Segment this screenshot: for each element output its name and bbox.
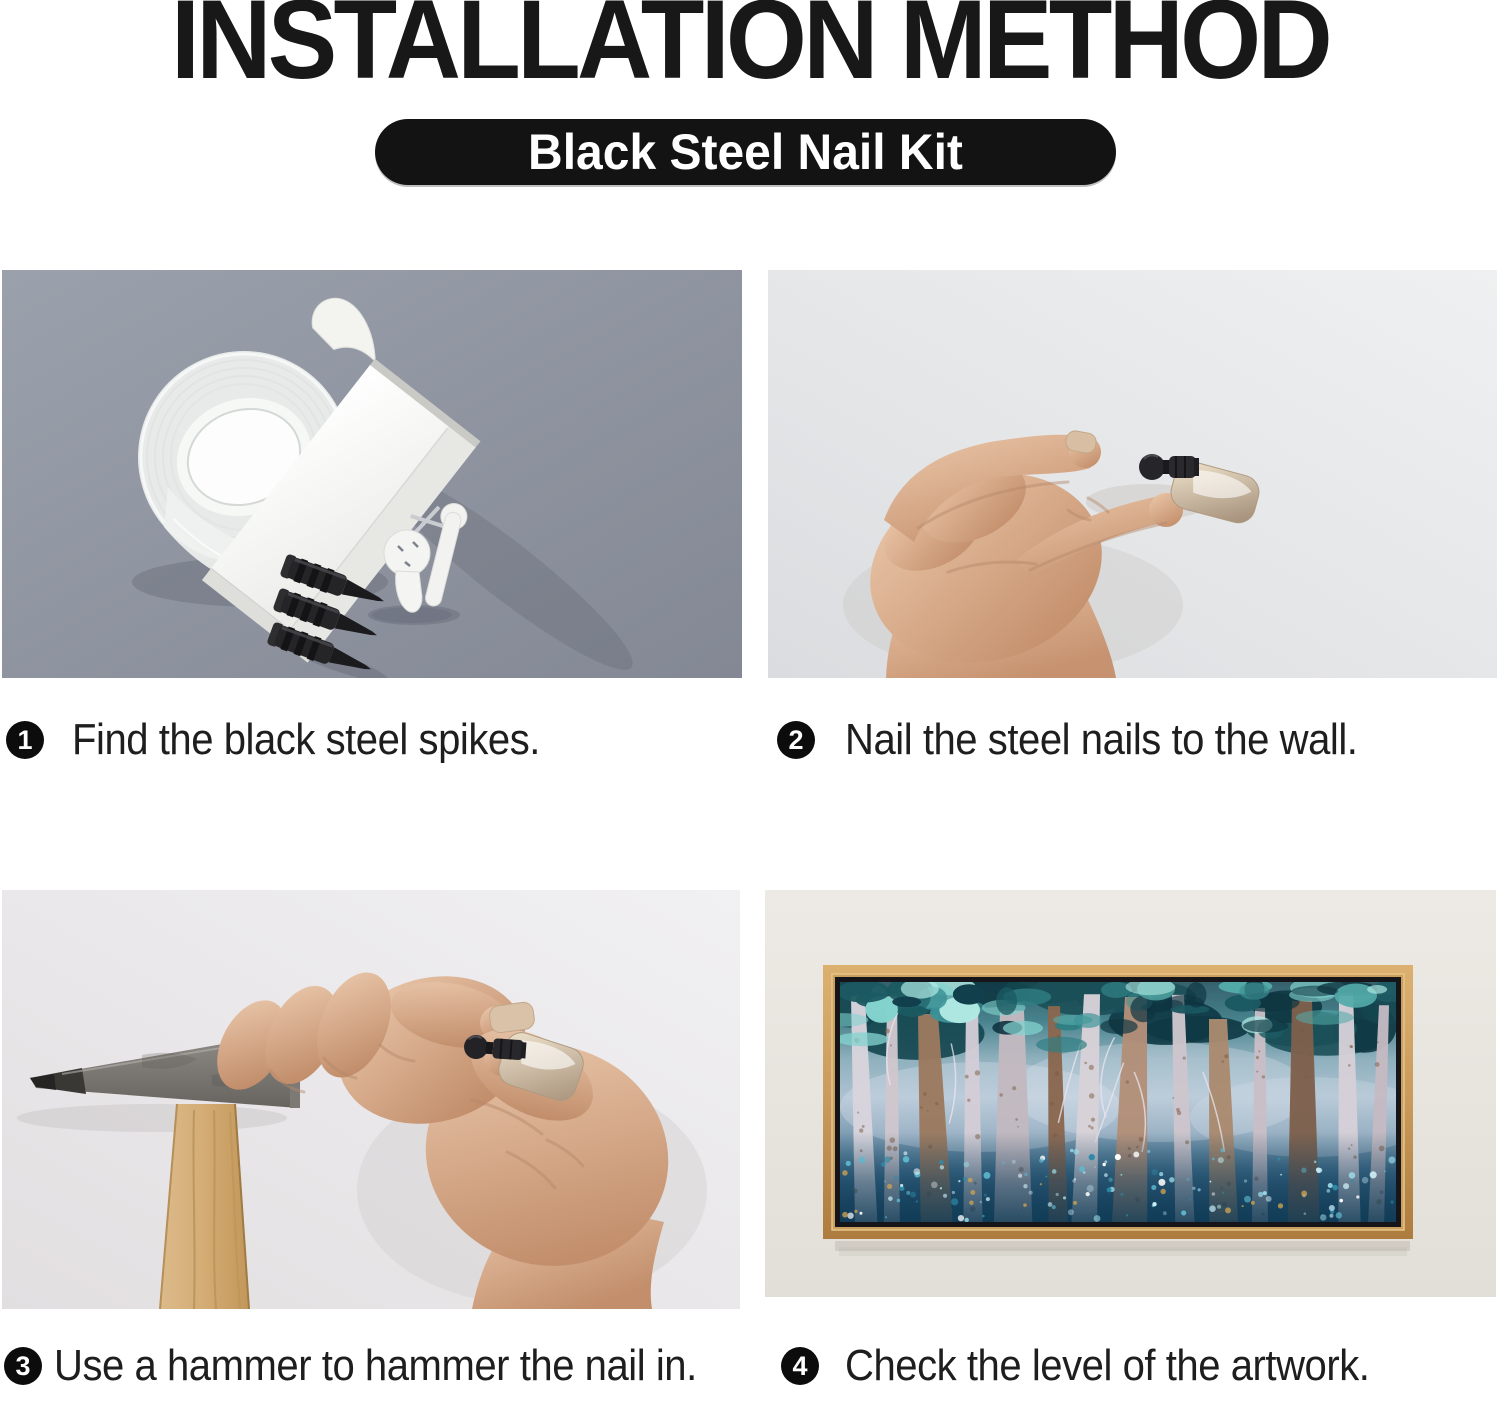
artwork-painting <box>811 970 1430 1222</box>
step-2-number-badge: 2 <box>777 721 815 759</box>
step-2-caption <box>777 712 1408 768</box>
step-1-number-badge: 1 <box>6 721 44 759</box>
step-4-caption <box>781 1338 1421 1394</box>
photo-step3-hammer-nail <box>2 890 740 1309</box>
step-3-caption <box>4 1338 760 1394</box>
step-3-text: Use a hammer to hammer the nail in. <box>54 1341 697 1390</box>
page-title: INSTALLATION METHOD <box>171 0 1329 102</box>
step-2-text: Nail the steel nails to the wall. <box>845 715 1358 764</box>
photo-step1-kit-contents <box>2 270 742 678</box>
step-3-number-badge: 3 <box>4 1347 42 1385</box>
photo-step4-artwork-on-wall <box>765 890 1496 1297</box>
kit-name-badge <box>375 119 1116 185</box>
step-1-caption <box>6 712 586 768</box>
step-4-text: Check the level of the artwork. <box>845 1341 1370 1390</box>
photo-step2-nail-on-wall <box>768 270 1497 678</box>
step-1-text: Find the black steel spikes. <box>72 715 540 764</box>
framed-artwork <box>811 965 1430 1256</box>
step-4-number-badge: 4 <box>781 1347 819 1385</box>
kit-name-badge-label: Black Steel Nail Kit <box>528 124 963 180</box>
